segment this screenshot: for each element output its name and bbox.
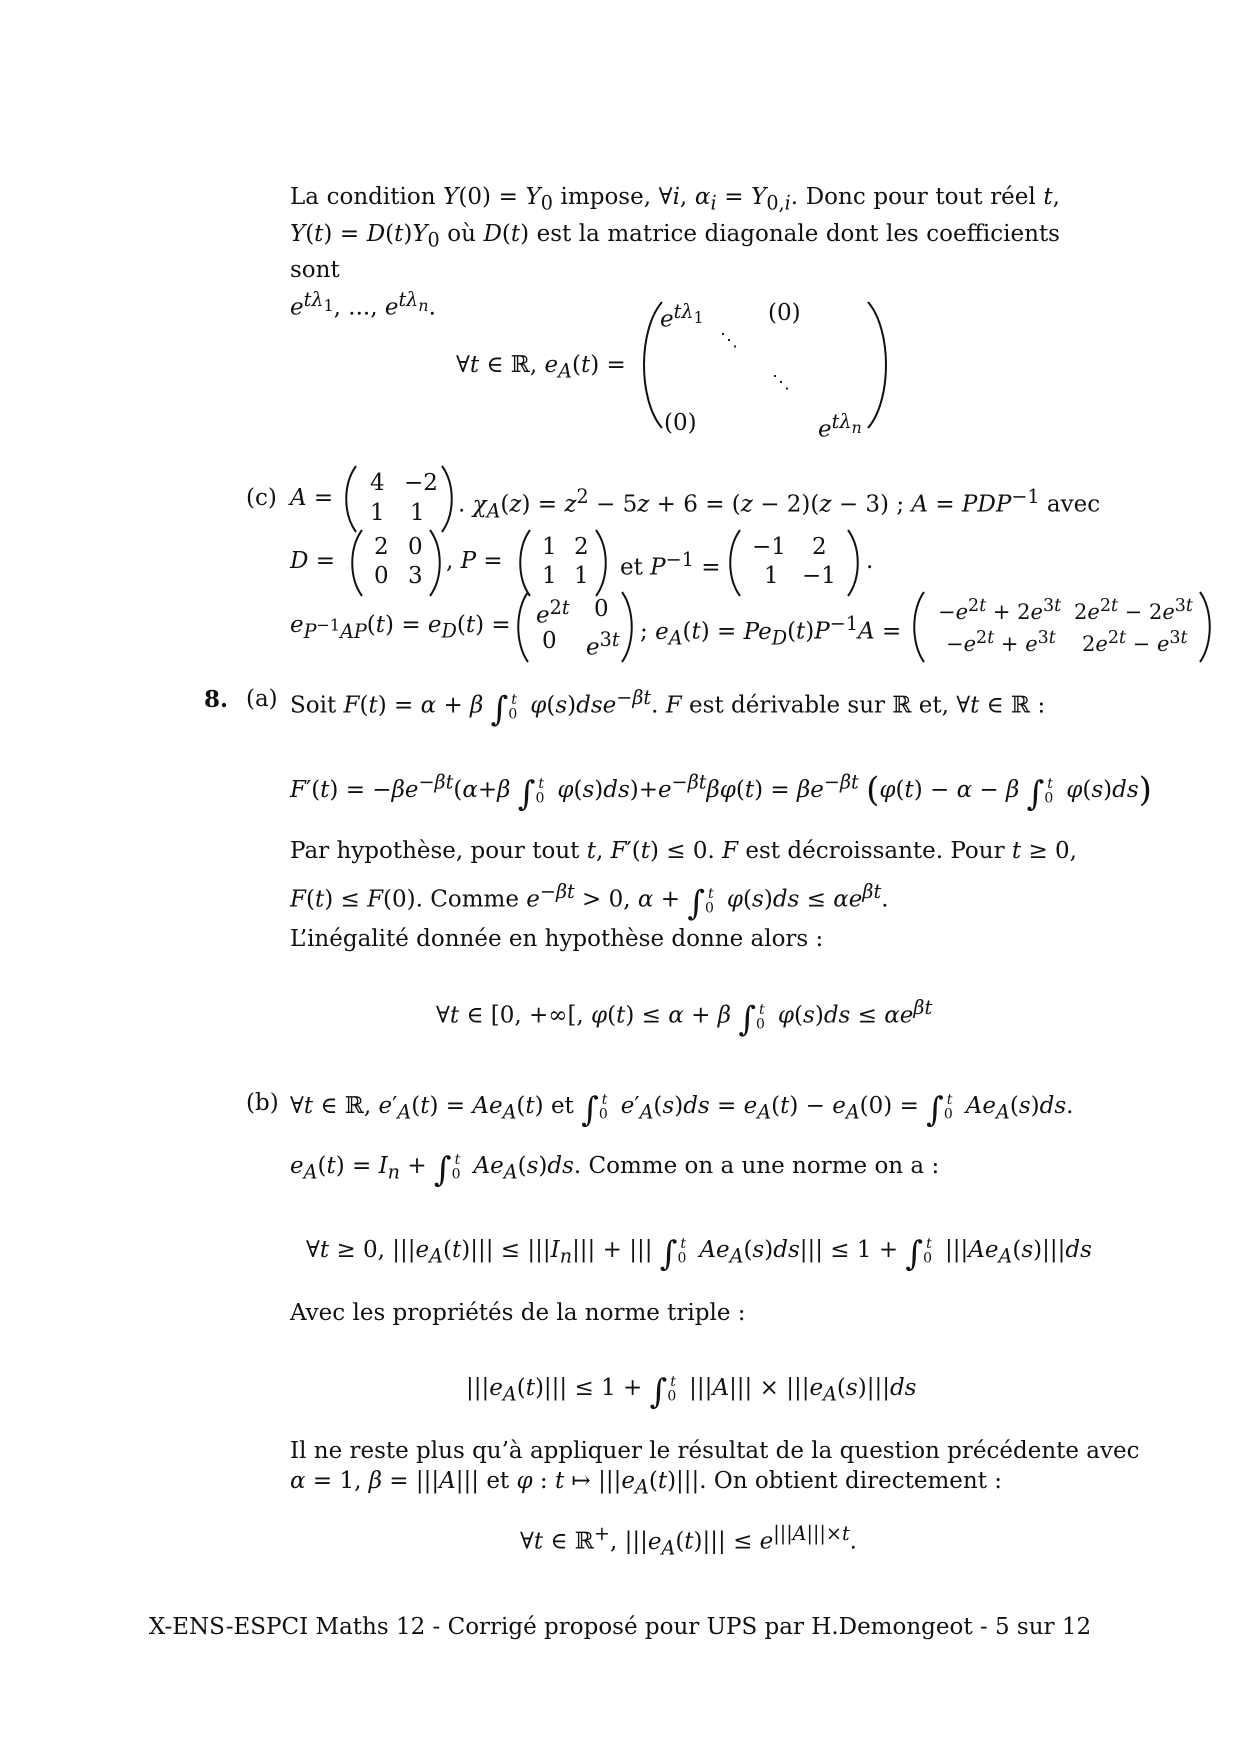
P-12: 2 (574, 534, 589, 560)
Pinv-left-paren (724, 528, 744, 598)
P-right-paren (592, 528, 612, 598)
Pinv-22: −1 (802, 563, 836, 589)
P-21: 1 (542, 563, 557, 589)
q8a-line2: Par hypothèse, pour tout t, F′(t) ≤ 0. F est décroissante. Pour t ≥ 0, (290, 838, 1077, 864)
q8b-label: (b) (246, 1090, 279, 1116)
D-left-paren (346, 528, 366, 598)
c-Pinv-lhs: et $P^{-1}$ = (620, 548, 721, 581)
c-line1-rest: . $\chi_A(z) = z^2 - 5z + 6 = (z - 2)(z - 3)$ ; $A = PDP^{-1}$ avec (458, 485, 1101, 523)
q8b-line1: ∀t ∈ ℝ, $e'_A(t) = Ae_A(t)$ et $\int_0^t$ $e'_A(s)ds = e_A(t) - e_A(0) = \int_0^t$ $Ae_A(s)ds$. (290, 1090, 1074, 1130)
q8a-label: (a) (246, 686, 278, 712)
right-paren (860, 300, 900, 430)
eA-left-paren (908, 590, 928, 664)
eA-12: $2e^{2t} - 2e^{3t}$ (1074, 596, 1193, 624)
D-22: 3 (408, 563, 423, 589)
D-11: 2 (374, 534, 389, 560)
q8b-line3: Avec les propriétés de la norme triple : (290, 1300, 746, 1326)
eA-11: $-e^{2t} + 2e^{3t}$ (938, 596, 1062, 624)
Pinv-11: −1 (752, 534, 786, 560)
P-left-paren (514, 528, 534, 598)
q8-number: 8. (204, 686, 229, 713)
q8b-line5: α = 1, β = |||A||| et φ : t ↦ $|||e_A(t)|||$. On obtient directement : (290, 1468, 1003, 1499)
eA-22: $2e^{2t} - e^{3t}$ (1082, 628, 1188, 656)
c-D-lhs: D = (290, 548, 336, 574)
eD-right-paren (618, 590, 638, 664)
eq1-m12: (0) (768, 300, 801, 326)
D-12: 0 (408, 534, 423, 560)
eA-21: $-e^{2t} + e^{3t}$ (946, 628, 1056, 656)
p1-line1: La condition $Y(0) = Y_0$ impose, ∀i, $\alpha_i = Y_{0,i}$. Donc pour tout réel t, (290, 184, 1060, 215)
eD-12: 0 (594, 596, 609, 622)
P-22: 1 (574, 563, 589, 589)
A-12: −2 (404, 470, 438, 496)
eq1-m11: $e^{t\lambda_1}$ (660, 300, 704, 333)
q8b-eq3: ∀t ∈ ℝ+, $|||e_A(t)||| \le e^{|||A|||\times t}$. (520, 1522, 857, 1560)
q8a-eq2: ∀t ∈ [0, +∞[, φ(t) ≤ α + β $\int_0^t$ $\varphi(s)ds \le \alpha e^{\beta t}$ (436, 996, 933, 1040)
eq1-lhs: ∀t ∈ ℝ, $e_A(t)$ = (456, 352, 626, 383)
eq1-mnn: $e^{t\lambda_n}$ (818, 410, 862, 443)
D-right-paren (426, 528, 446, 598)
q8a-line1: Soit F(t) = α + β $\int_0^t$ φ(s)dse$^{-\beta t}$. F est dérivable sur ℝ et, ∀t ∈ ℝ : (290, 686, 1046, 730)
c-line3-mid: ; $e_A(t) = Pe_D(t)P^{-1}A$ = (640, 612, 902, 650)
p1-line2: $Y(t) = D(t)Y_0$ où D(t) est la matrice diagonale dont les coefficients sont (290, 220, 1060, 284)
c-line3-lhs: $e_{P^{-1}AP}(t) = e_D(t)$ = (290, 612, 511, 643)
q8a-eq1: $F'(t) = -\beta e^{-\beta t}(\alpha+\beta$ $\int_0^t$ $\varphi(s)ds)+e^{-\beta t}\beta\varphi(t) = \beta e^{-\beta t}$ (φ(t) − α − β $\int_0^t$ φ(s)ds) (290, 770, 1152, 814)
p1-line3: $e^{t\lambda_1}$, ..., $e^{t\lambda_n}$. (290, 288, 436, 321)
Pinv-12: 2 (812, 534, 827, 560)
A-right-paren (438, 464, 458, 534)
A-22: 1 (410, 500, 425, 526)
D-21: 0 (374, 563, 389, 589)
ddots-2: ⋱ (772, 372, 790, 393)
eD-11: $e^{2t}$ (536, 596, 570, 629)
Pinv-21: 1 (764, 563, 779, 589)
eq1-m21: (0) (664, 410, 697, 436)
c-label: (c) (246, 485, 277, 511)
q8b-eq1: ∀t ≥ 0, $|||e_A(t)||| \le |||I_n|||$ + ||| $\int_0^t$ $Ae_A(s)ds||| \le 1 + \int_0^t$ $|||Ae_A(s)|||ds$ (306, 1234, 1092, 1274)
c-A-lhs: A = (290, 485, 334, 511)
P-11: 1 (542, 534, 557, 560)
ddots-1: ⋱ (720, 330, 738, 351)
page-footer: X-ENS-ESPCI Maths 12 - Corrigé proposé pour UPS par H.Demongeot - 5 sur 12 (148, 1614, 1092, 1640)
q8a-line3: F(t) ≤ F(0). Comme $e^{-\beta t} > 0$, $\alpha + \int_0^t$ $\varphi(s)ds \le \alpha e^{\beta t}$. (290, 880, 889, 924)
eA-right-paren (1196, 590, 1216, 664)
A-11: 4 (370, 470, 385, 496)
q8b-line2: $e_A(t) = I_n + \int_0^t$ $Ae_A(s)ds$. Comme on a une norme on a : (290, 1150, 940, 1190)
Pinv-period: . (866, 548, 874, 574)
A-left-paren (340, 464, 360, 534)
q8b-eq2: $|||e_A(t)||| \le 1 + \int_0^t$ $|||A||| \times |||e_A(s)|||ds$ (466, 1372, 917, 1412)
eD-left-paren (512, 590, 532, 664)
Pinv-right-paren (844, 528, 864, 598)
q8b-line4: Il ne reste plus qu’à appliquer le résultat de la question précédente avec (290, 1438, 1140, 1464)
q8a-line4: L’inégalité donnée en hypothèse donne alors : (290, 926, 824, 952)
A-21: 1 (370, 500, 385, 526)
eD-22: $e^{3t}$ (586, 628, 620, 661)
c-P-lhs: , P = (446, 548, 503, 574)
eD-21: 0 (542, 628, 557, 654)
